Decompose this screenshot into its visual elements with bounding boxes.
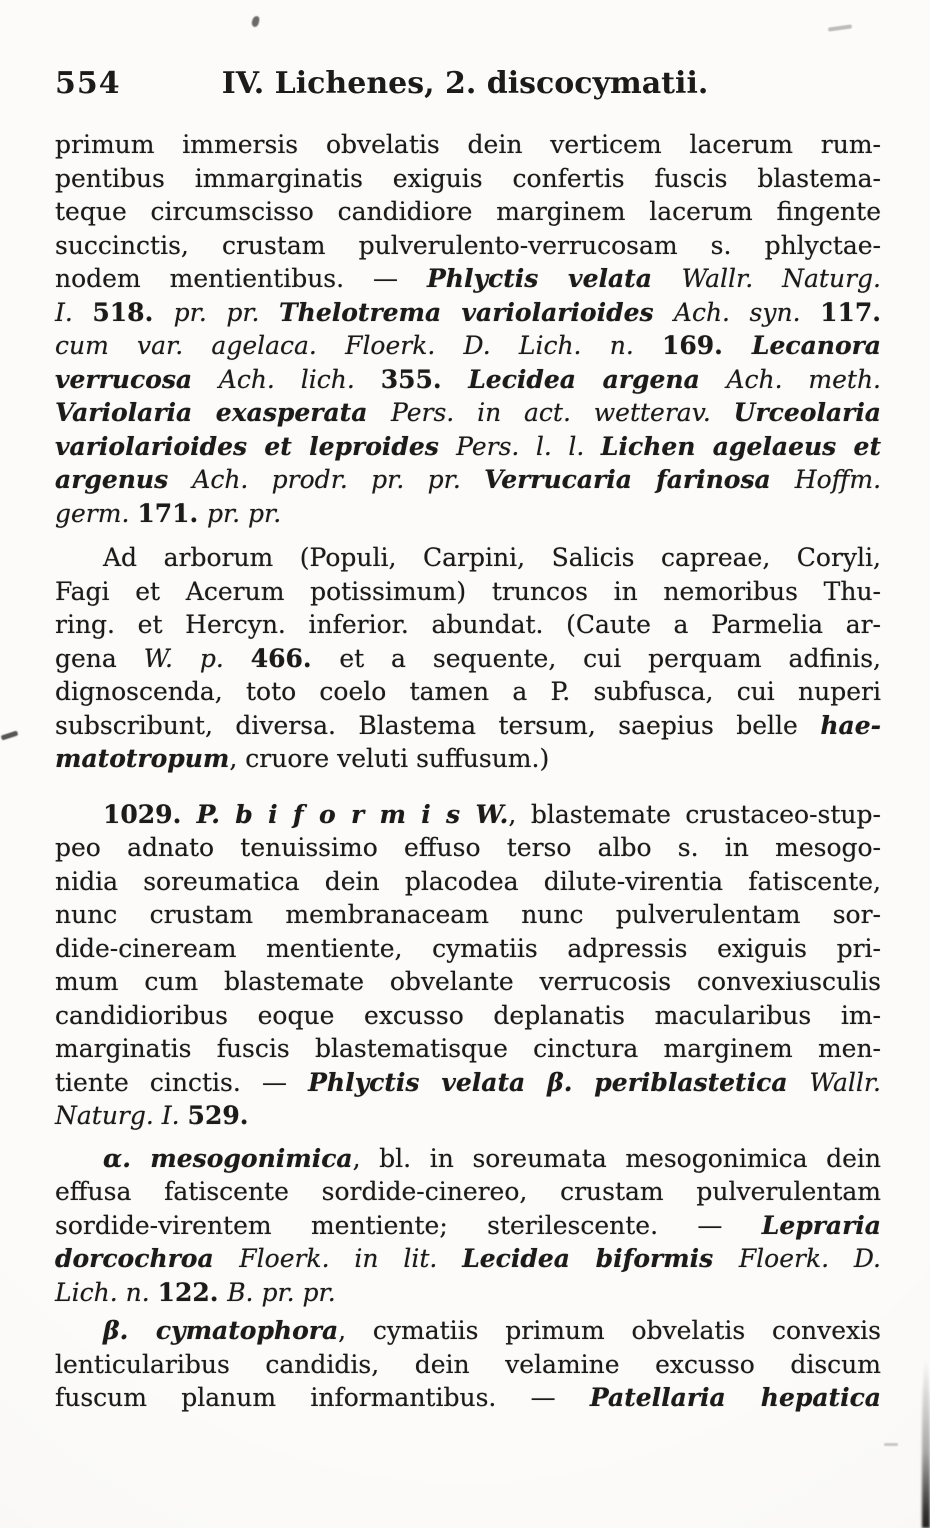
text-segment: germ. [55,498,138,528]
text-segment: dide-cineream mentiente, cymatiis adpressis exiguis pri- [55,933,881,963]
text-segment: candidioribus eoque excusso deplanatis macularibus im- [55,1000,881,1030]
text-segment: nidia soreumatica dein placodea dilute-virentia fatiscente, [55,866,881,896]
text-segment: , cruore veluti suffusum.) [229,744,550,773]
text-segment: , blastemate crustaceo-stup- [508,799,881,829]
text-line [55,742,881,776]
text-line [55,898,881,932]
text-segment: 117. [820,297,882,327]
text-segment: 1029. [103,799,197,829]
paragraph-2 [55,541,881,776]
text-segment: Lepraria [761,1210,881,1240]
text-segment: Floerk. in lit. [239,1244,463,1273]
text-line [55,608,881,642]
text-line [55,1209,881,1243]
text-segment: gena [55,643,144,673]
text-segment: marginatis fuscis blastematisque cinctura marginem men- [55,1034,881,1063]
text-segment: pr. pr. [206,498,282,528]
text-segment: Lecanora [751,331,882,360]
text-segment: Lecidea biformis [462,1244,739,1273]
text-segment: primum immersis obvelatis dein verticem lacerum rum- [55,130,881,159]
text-segment: Verrucaria farinosa [484,465,795,494]
text-segment: W. p. [143,643,251,673]
text-line [55,541,881,575]
text-segment: succinctis, crustam pulverulento-verrucosam s. phlyctae- [55,230,881,260]
text-segment: Ach. lich. [218,364,381,394]
text-segment: , bl. in soreumata mesogonimica dein [352,1143,881,1173]
text-segment: hae- [820,710,881,740]
text-segment: 355. [380,364,469,394]
text-line [55,1099,881,1133]
text-segment: Fagi et Acerum potissimum) truncos in nemoribus Thu- [55,576,881,606]
text-segment: Patellaria hepatica [589,1383,881,1412]
text-segment: 169. [662,331,752,360]
text-line [55,831,881,865]
scan-mark-artifact [884,1443,898,1446]
text-line [55,363,881,397]
text-segment: Variolaria exasperata [55,398,392,427]
text-segment: 122. [157,1277,228,1307]
paragraph-4 [55,1142,881,1310]
text-line [55,463,881,497]
text-segment: cum var. agelaca. Floerk. D. Lich. n. [55,331,662,360]
text-segment: lenticularibus candidis, dein velamine excusso discum [55,1349,881,1379]
text-segment: dignoscenda, toto coelo tamen a P. subfusca, cui nuperi [55,677,881,706]
text-segment: Lich. n. [55,1277,158,1307]
page-header [0,66,930,110]
text-line [55,229,881,263]
text-line [55,1066,881,1100]
text-segment: pr. pr. [173,297,280,327]
text-segment: dorcochroa [55,1244,240,1273]
text-segment: Thelotrema variolarioides [279,297,674,327]
text-segment: B. pr. pr. [227,1277,336,1307]
text-segment: 518. [92,297,174,327]
paragraph-3 [55,798,881,1133]
page-number: 554 [55,66,121,101]
text-segment: 171. [137,498,207,528]
margin-dash-artifact [1,730,19,740]
text-line [55,128,881,162]
text-segment: argenus [55,465,193,494]
text-line [55,798,881,832]
text-segment: Phlyctis velata β. periblastetica [308,1067,810,1097]
text-line [55,1032,881,1066]
paragraph-5 [55,1314,881,1415]
text-line [55,965,881,999]
ink-speck-artifact [251,15,260,27]
text-segment: teque circumscisso candidiore marginem lacerum fingente [55,197,881,226]
text-segment: Wallr. Naturg. [681,264,881,293]
text-line [55,430,881,464]
text-segment: mum cum blastemate obvelante verrucosis convexiusculis [55,967,881,996]
text-segment: matotropum [55,744,230,773]
text-line [55,999,881,1033]
text-segment: Wallr. [809,1067,881,1097]
paragraph-1 [55,128,881,530]
text-line [55,709,881,743]
body-text [55,128,881,1415]
text-segment: et a sequente, cui perquam adfinis, [339,643,881,673]
scan-mark-artifact [828,24,852,31]
text-line [55,497,881,531]
text-segment: Ach. syn. [673,297,821,327]
text-segment: Hoffm. [794,465,882,494]
text-segment: Ad arborum (Populi, Carpini, Salicis capreae, Coryli, [103,543,881,572]
text-line [55,296,881,330]
text-line [55,162,881,196]
text-line [55,195,881,229]
text-line [55,642,881,676]
text-line [55,1242,881,1276]
text-segment: nunc crustam membranaceam nunc pulverulentam sor- [55,900,881,929]
text-line [55,1314,881,1348]
text-segment: effusa fatiscente sordide-cinereo, crustam pulverulentam [55,1177,881,1206]
text-segment: peo adnato tenuissimo effuso terso albo s. in mesogo- [55,833,881,862]
text-line [55,1142,881,1176]
text-line [55,262,881,296]
text-segment: verrucosa [55,364,219,394]
text-line [55,1381,881,1415]
text-segment: Pers. in act. wetterav. [391,398,734,427]
text-segment: Floerk. D. [738,1244,882,1273]
text-line [55,932,881,966]
text-segment: , cymatiis primum obvelatis convexis [338,1316,881,1345]
text-line [55,575,881,609]
text-line [55,1348,881,1382]
text-segment: Lichen agelaeus et [600,431,881,461]
text-line [55,1276,881,1310]
text-segment: β. cymatophora [103,1316,339,1345]
page-title: IV. Lichenes, 2. discocymatii. [221,66,709,101]
page-gutter-shadow [922,1358,930,1528]
text-segment: tiente cinctis. — [55,1067,309,1097]
text-segment: subscribunt, diversa. Blastema tersum, saepius belle [55,710,821,740]
text-segment: Ach. prodr. pr. pr. [192,465,485,494]
text-segment: Ach. meth. [726,364,882,394]
text-segment: α. mesogonimica [103,1143,353,1173]
text-segment: ring. et Hercyn. inferior. abundat. (Caute a Parmelia ar- [55,610,881,639]
text-segment: fuscum planum informantibus. — [55,1383,590,1412]
text-segment: nodem mentientibus. — [55,264,427,293]
text-segment: I. [55,297,93,327]
text-line [55,675,881,709]
text-segment: Pers. l. l. [456,431,601,461]
text-line [55,396,881,430]
text-line [55,865,881,899]
text-segment: Lecidea argena [468,364,727,394]
text-segment: variolarioides et leproides [55,431,457,461]
text-line [55,329,881,363]
text-segment: 466. [250,643,340,673]
text-segment: Urceolaria [733,398,882,427]
text-segment: 529. [187,1101,249,1130]
text-segment: Phlyctis velata [426,264,682,293]
text-segment: P. b i f o r m i s W. [196,799,509,829]
text-line [55,1175,881,1209]
text-segment: sordide-virentem mentiente; sterilescente. — [55,1210,762,1240]
text-segment: Naturg. I. [55,1101,188,1130]
text-segment: pentibus immarginatis exiguis confertis fuscis blastema- [55,163,881,193]
